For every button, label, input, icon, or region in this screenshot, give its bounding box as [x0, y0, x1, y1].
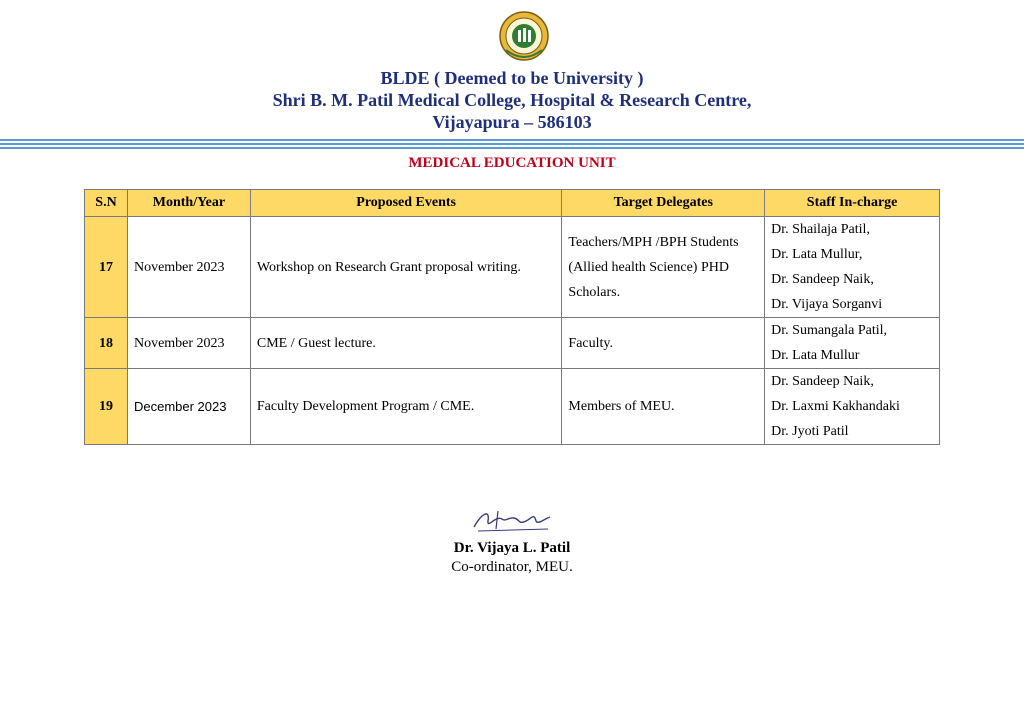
row-staff — [765, 217, 940, 318]
delegate-line: Scholars. — [568, 284, 621, 300]
header-divider — [0, 143, 1024, 145]
column-header-month: Month/Year — [127, 190, 250, 217]
staff-line: Dr. Jyoti Patil — [771, 424, 849, 439]
unit-title: MEDICAL EDUCATION UNIT — [408, 155, 616, 171]
delegate-line: Teachers/MPH /BPH Students — [568, 234, 739, 250]
row-sn: 17 — [85, 217, 128, 318]
delegate-line: (Allied health Science) PHD — [568, 259, 729, 275]
table-row — [85, 217, 940, 318]
row-delegates — [562, 217, 765, 318]
row-event: Workshop on Research Grant proposal writing. — [250, 217, 562, 318]
row-sn: 19 — [85, 369, 128, 445]
staff-line: Dr. Lata Mullur, — [771, 247, 863, 262]
signatory-title: Co-ordinator, MEU. — [451, 559, 573, 575]
row-month: November 2023 — [127, 318, 250, 369]
header-divider — [0, 139, 1024, 141]
row-staff — [765, 369, 940, 445]
university-seal-logo — [498, 10, 550, 64]
staff-line: Dr. Sandeep Naik, — [771, 374, 874, 389]
staff-line: Dr. Sandeep Naik, — [771, 272, 874, 287]
university-name: BLDE ( Deemed to be University ) — [380, 68, 644, 88]
row-delegates — [562, 318, 765, 369]
row-staff — [765, 318, 940, 369]
column-header-events: Proposed Events — [250, 190, 562, 217]
staff-line: Dr. Vijaya Sorganvi — [771, 297, 883, 312]
column-header-delegates: Target Delegates — [562, 190, 765, 217]
header-divider — [0, 147, 1024, 149]
handwritten-signature — [468, 503, 558, 537]
events-table — [84, 189, 940, 445]
staff-line: Dr. Laxmi Kakhandaki — [771, 399, 900, 414]
signatory-name: Dr. Vijaya L. Patil — [453, 540, 571, 556]
column-header-staff: Staff In-charge — [765, 190, 940, 217]
table-row — [85, 318, 940, 369]
delegate-line: Members of MEU. — [568, 399, 675, 414]
college-name: Shri B. M. Patil Medical College, Hospital & Research Centre, — [272, 90, 752, 110]
row-sn: 18 — [85, 318, 128, 369]
row-month: December 2023 — [127, 369, 250, 445]
row-event: Faculty Development Program / CME. — [250, 369, 562, 445]
college-address: Vijayapura – 586103 — [432, 112, 592, 132]
delegate-line: Faculty. — [568, 335, 613, 351]
staff-line: Dr. Lata Mullur — [771, 348, 860, 363]
table-row — [85, 369, 940, 445]
row-delegates — [562, 369, 765, 445]
staff-line: Dr. Shailaja Patil, — [771, 222, 870, 237]
staff-line: Dr. Sumangala Patil, — [771, 323, 888, 338]
row-month: November 2023 — [127, 217, 250, 318]
table-header-row — [85, 190, 940, 217]
row-event: CME / Guest lecture. — [250, 318, 562, 369]
column-header-sn: S.N — [85, 190, 128, 217]
